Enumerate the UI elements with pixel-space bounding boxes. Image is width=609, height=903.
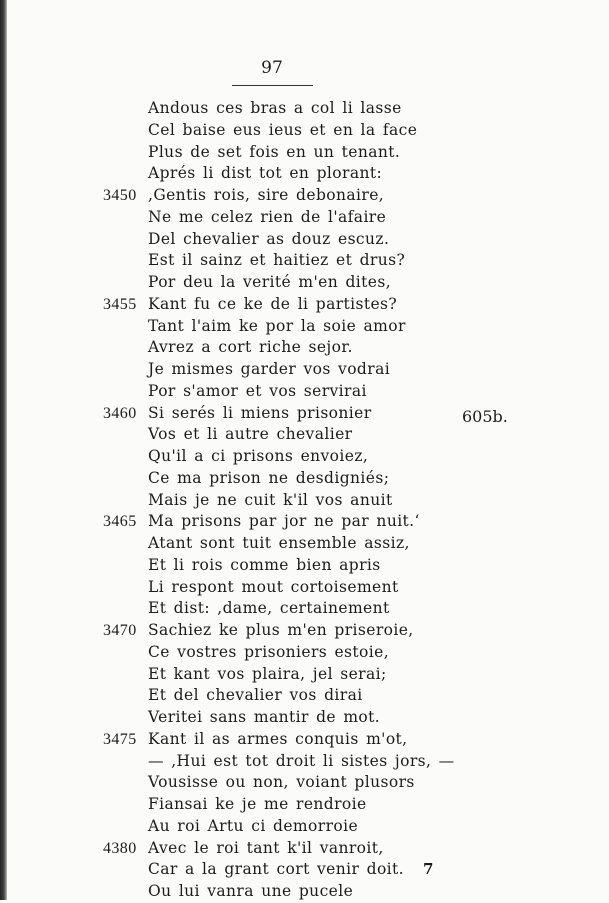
- verse-text-line: Mais je ne cuit k'il vos anuit: [148, 490, 393, 509]
- verse-text-line: Ne me celez rien de l'afaire: [148, 207, 387, 226]
- line-number: 3465: [103, 513, 137, 531]
- verse-text-line: Avrez a cort riche sejor.: [148, 338, 353, 357]
- verse-text-line: Veritei sans mantir de mot.: [148, 708, 381, 726]
- verse-text-line: Si serés li miens prisonier: [148, 403, 372, 422]
- verse-text-line: Plus de set fois en un tenant.: [148, 142, 401, 161]
- verse-text-line: Et li rois comme bien apris: [148, 555, 381, 574]
- verse-text-line: Ce ma prison ne desdigniés;: [148, 468, 390, 487]
- verse-text-line: Cel baise eus ieus et en la face: [148, 120, 418, 139]
- verse-text-line: ,Gentis rois, sire debonaire,: [148, 186, 385, 204]
- verse-text-line: Et dist: ,dame, certainement: [148, 599, 390, 618]
- verse-text-line: — ,Hui est tot droit li sistes jors, —: [148, 751, 455, 770]
- verse-text-line: Vousisse ou non, voiant plusors: [148, 773, 415, 792]
- verse-text-line: Aprés li dist tot en plorant:: [148, 164, 383, 183]
- scan-page-edge: [0, 0, 7, 900]
- verse-text-line: Et del chevalier vos dirai: [148, 686, 363, 705]
- verse-text-line: Avec le roi tant k'il vanroit,: [148, 838, 384, 857]
- verse-text-line: Li respont mout cortoisement: [148, 577, 399, 596]
- verse-text-line: Au roi Artu ci demorroie: [148, 816, 359, 835]
- verse-text-line: Por s'amor et vos servirai: [148, 381, 367, 400]
- verse-text-line: Ce vostres prisoniers estoie,: [148, 642, 390, 661]
- page-number: 97: [261, 58, 283, 78]
- line-number: 3470: [103, 622, 137, 639]
- verse-text-line: Kant il as armes conquis m'ot,: [148, 729, 408, 748]
- verse-text-line: Et kant vos plaira, jel serai;: [148, 664, 387, 683]
- verse-text-line: Del chevalier as douz escuz.: [148, 229, 390, 248]
- verse-text-line: Sachiez ke plus m'en priseroie,: [148, 621, 414, 639]
- verse-text-line: Por deu la verité m'en dites,: [148, 273, 392, 291]
- line-number: 3475: [103, 730, 137, 748]
- verse-text-line: Vos et li autre chevalier: [148, 425, 353, 444]
- line-number: 3450: [103, 187, 137, 204]
- margin-note: 605b.: [462, 407, 508, 426]
- verse-text-line: Est il sainz et haitiez et drus?: [148, 251, 406, 270]
- verse-text-line: Fiansai ke je me rendroie: [148, 795, 367, 813]
- header-rule: [232, 85, 313, 86]
- line-number: 3460: [103, 404, 137, 422]
- verse-text-line: Je mismes garder vos vodrai: [148, 360, 391, 378]
- verse-text-line: Qu'il a ci prisons envoiez,: [148, 447, 369, 465]
- verse-text-line: Car a la grant cort venir doit.: [148, 860, 404, 879]
- verse-text-line: Kant fu ce ke de li partistes?: [148, 294, 398, 313]
- verse-text-line: Ou lui vanra une pucele: [148, 882, 354, 900]
- verse-text-line: Atant sont tuit ensemble assiz,: [148, 534, 410, 552]
- verse-text-line: Andous ces bras a col li lasse: [148, 99, 402, 117]
- verse-text-line: Tant l'aim ke por la soie amor: [148, 316, 406, 335]
- signature-mark: 7: [423, 860, 434, 878]
- line-number: 3455: [103, 295, 137, 313]
- verse-text-line: Ma prisons par jor ne par nuit.‘: [148, 512, 420, 531]
- line-number: 4380: [103, 839, 137, 857]
